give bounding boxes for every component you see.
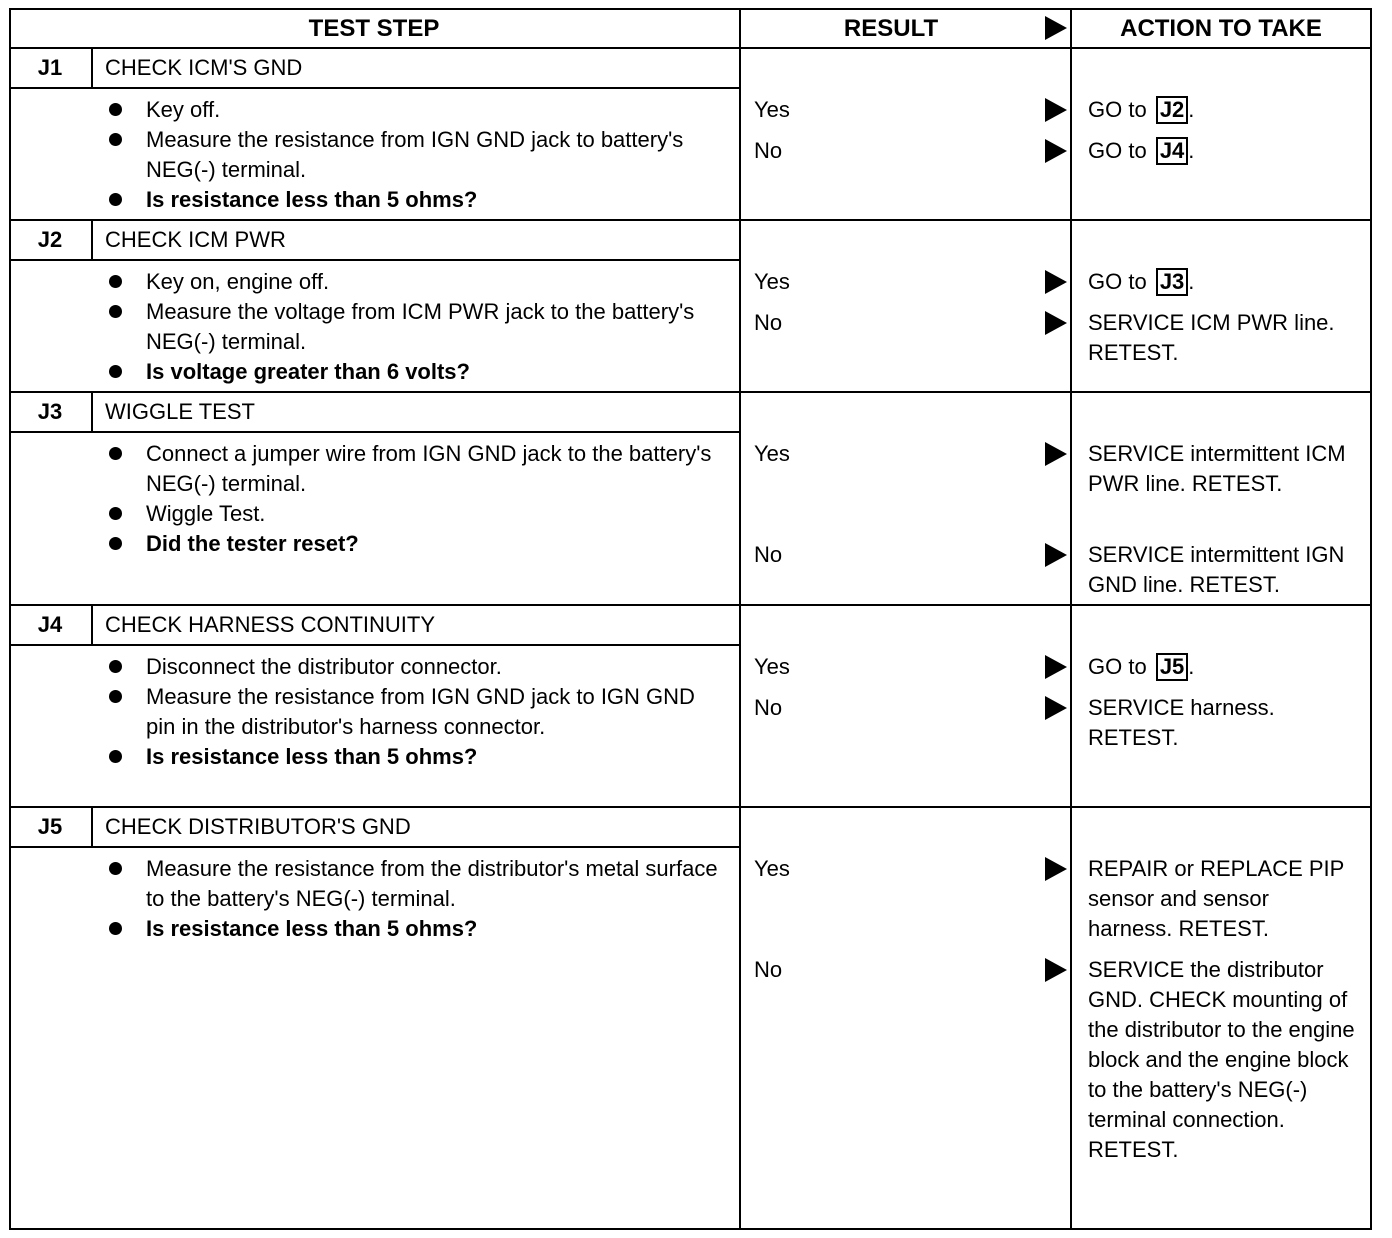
result-yes: Yes <box>754 441 790 466</box>
step-id: J1 <box>37 55 63 80</box>
title-divider <box>9 87 741 89</box>
step-id: J2 <box>37 227 63 252</box>
title-divider <box>9 846 741 848</box>
step-ref-box: J3 <box>1156 268 1188 296</box>
list-item: Disconnect the distributor connector. <box>105 652 735 682</box>
bullet-icon <box>109 660 122 673</box>
bullet-icon <box>109 690 122 703</box>
step-title: CHECK ICM PWR <box>105 227 286 252</box>
action-text: GO to J4 . <box>1088 138 1195 163</box>
step-title: CHECK DISTRIBUTOR'S GND <box>105 814 411 839</box>
list-item: Measure the voltage from ICM PWR jack to the battery's NEG(-) terminal. <box>105 297 735 357</box>
arrow-icon <box>1045 655 1067 679</box>
action-text: GO to J3 . <box>1088 269 1195 294</box>
header-action: ACTION TO TAKE <box>1120 15 1322 42</box>
step-id: J4 <box>37 612 63 637</box>
step-ref-box: J4 <box>1156 137 1188 165</box>
bullet-icon <box>109 922 122 935</box>
list-item: Key off. <box>105 95 735 125</box>
result-no: No <box>754 310 783 335</box>
bullet-icon <box>109 133 122 146</box>
title-divider <box>9 644 741 646</box>
list-item-question: Is resistance less than 5 ohms? <box>105 185 735 215</box>
table-border-bottom <box>9 1228 1372 1230</box>
step-instructions <box>105 652 735 772</box>
step-title: CHECK ICM'S GND <box>105 55 303 80</box>
bullet-icon <box>109 305 122 318</box>
column-divider-action <box>1070 8 1072 1230</box>
arrow-icon <box>1045 270 1067 294</box>
action-text: REPAIR or REPLACE PIP sensor and sensor harness. RETEST. <box>1088 856 1344 941</box>
action-text: GO to J2 . <box>1088 97 1195 122</box>
column-divider-result <box>739 8 741 1230</box>
action-text: SERVICE harness. RETEST. <box>1088 695 1275 750</box>
result-yes: Yes <box>754 654 790 679</box>
table-border-top <box>9 8 1372 10</box>
result-no: No <box>754 695 783 720</box>
action-text: SERVICE intermittent ICM PWR line. RETEST. <box>1088 441 1346 496</box>
bullet-icon <box>109 103 122 116</box>
step-id: J3 <box>37 399 63 424</box>
bullet-icon <box>109 750 122 763</box>
id-divider <box>91 392 93 432</box>
result-yes: Yes <box>754 269 790 294</box>
step-instructions <box>105 439 735 559</box>
id-divider <box>91 48 93 88</box>
arrow-icon <box>1045 696 1067 720</box>
id-divider <box>91 605 93 645</box>
title-divider <box>9 259 741 261</box>
header-result: RESULT <box>843 15 939 42</box>
list-item: Key on, engine off. <box>105 267 735 297</box>
title-divider <box>9 431 741 433</box>
result-no: No <box>754 138 783 163</box>
header-test-step: TEST STEP <box>308 15 440 42</box>
action-text: SERVICE intermittent IGN GND line. RETEST. <box>1088 542 1345 597</box>
list-item: Wiggle Test. <box>105 499 735 529</box>
step-title: WIGGLE TEST <box>105 399 255 424</box>
step-instructions <box>105 267 735 387</box>
step-id: J5 <box>37 814 63 839</box>
arrow-icon <box>1045 543 1067 567</box>
bullet-icon <box>109 275 122 288</box>
step-title: CHECK HARNESS CONTINUITY <box>105 612 436 637</box>
step-ref-box: J5 <box>1156 653 1188 681</box>
list-item-question: Is resistance less than 5 ohms? <box>105 914 735 944</box>
list-item: Measure the resistance from IGN GND jack to battery's NEG(-) terminal. <box>105 125 735 185</box>
arrow-icon <box>1045 311 1067 335</box>
diagnostic-table <box>9 8 1372 1230</box>
arrow-icon <box>1045 98 1067 122</box>
list-item-question: Did the tester reset? <box>105 529 735 559</box>
arrow-icon <box>1045 442 1067 466</box>
bullet-icon <box>109 537 122 550</box>
list-item-question: Is voltage greater than 6 volts? <box>105 357 735 387</box>
arrow-icon <box>1045 958 1067 982</box>
result-yes: Yes <box>754 97 790 122</box>
result-no: No <box>754 957 783 982</box>
bullet-icon <box>109 862 122 875</box>
action-text: SERVICE ICM PWR line. RETEST. <box>1088 310 1335 365</box>
bullet-icon <box>109 365 122 378</box>
list-item: Connect a jumper wire from IGN GND jack to the battery's NEG(-) terminal. <box>105 439 735 499</box>
list-item: Measure the resistance from IGN GND jack to IGN GND pin in the distributor's harness connector. <box>105 682 735 742</box>
id-divider <box>91 807 93 847</box>
list-item: Measure the resistance from the distributor's metal surface to the battery's NEG(-) terminal. <box>105 854 735 914</box>
action-text: GO to J5 . <box>1088 654 1195 679</box>
arrow-icon <box>1045 139 1067 163</box>
result-no: No <box>754 542 783 567</box>
step-instructions <box>105 95 735 215</box>
step-ref-box: J2 <box>1156 96 1188 124</box>
header-arrow-icon <box>1045 16 1067 40</box>
result-yes: Yes <box>754 856 790 881</box>
list-item-question: Is resistance less than 5 ohms? <box>105 742 735 772</box>
step-instructions <box>105 854 735 944</box>
id-divider <box>91 220 93 260</box>
bullet-icon <box>109 507 122 520</box>
bullet-icon <box>109 447 122 460</box>
action-text: SERVICE the distributor GND. CHECK mounting of the distributor to the engine block and the engine block to the battery's NEG(-) terminal connection. RETEST. <box>1088 957 1355 1162</box>
arrow-icon <box>1045 857 1067 881</box>
bullet-icon <box>109 193 122 206</box>
